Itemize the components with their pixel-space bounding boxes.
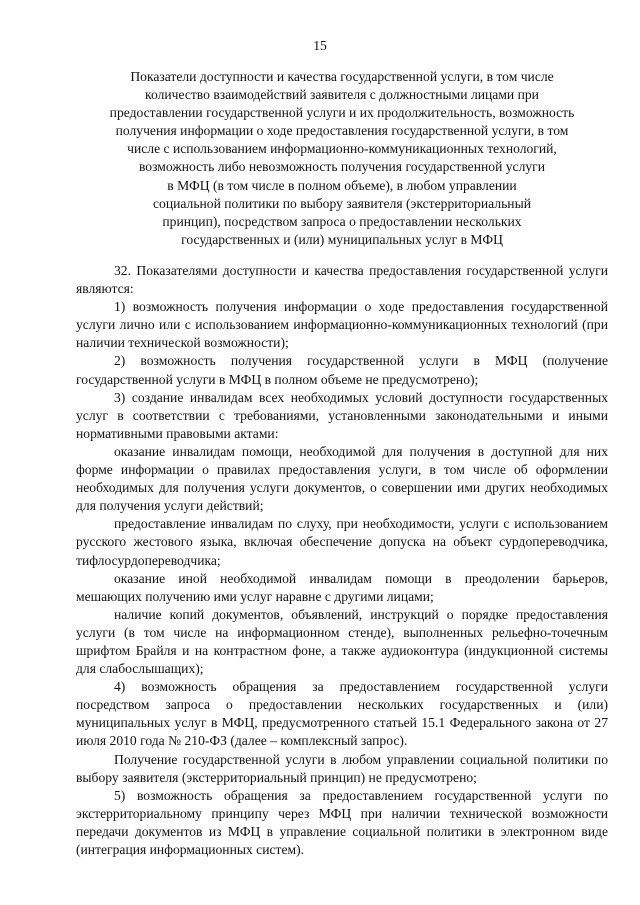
heading-line: количество взаимодействий заявителя с должностными лицами при [145,87,539,103]
paragraph-braille: наличие копий документов, объявлений, инструкций о порядке предоставления услуги (в том числе на информационном стенде), выполненных рельефно-точечным шрифтом Брайля и на контрастном фоне, а также аудиоконтура (индукционной системы для слабослышащих); [76,606,608,677]
page-number: 15 [313,38,327,53]
paragraph-extraterritorial: Получение государственной услуги в любом управлении социальной политики по выбору заявителя (экстерриториальный принцип) не предусмотрено; [76,751,608,785]
paragraph-item-3: 3) создание инвалидам всех необходимых условий доступности государственных услуг в соответствии с требованиями, установленными законодательными и иными нормативными правовыми актами: [76,389,608,441]
paragraph-assistance: оказание инвалидам помощи, необходимой для получения в доступной для них форме информации о правилах предоставления услуги, в том числе об оформлении необходимых для получения услуги документов, о совершении ими других необходимых для получения услуги действий; [76,443,608,514]
heading-line: предоставлении государственной услуги и их продолжительность, возможность [109,105,575,121]
heading-line: числе с использованием информационно-коммуникационных технологий, [127,141,557,157]
paragraph-sign-language: предоставление инвалидам по слуху, при необходимости, услуги с использованием русского жестового языка, включая обеспечение допуска на объект сурдопереводчика, тифлосурдопереводчика; [76,516,608,568]
heading-line: Показатели доступности и качества государственной услуги, в том числе [130,69,554,84]
heading-line: принцип), посредством запроса о предоставлении нескольких [162,213,522,229]
heading-line: возможность либо невозможность получения государственной услуги [138,159,546,175]
heading-line: государственных и (или) муниципальных услуг в МФЦ [181,231,503,247]
paragraph-barriers: оказание иной необходимой инвалидам помощи в преодолении барьеров, мешающих получению ими услуг наравне с другими лицами; [76,570,608,604]
paragraph-item-2: 2) возможность получения государственной услуги в МФЦ (получение государственной услуги в МФЦ в полном объеме не предусмотрено); [76,353,608,387]
paragraph-32-intro: 32. Показателями доступности и качества предоставления государственной услуги являются: [76,263,608,297]
heading-line: социальной политики по выбору заявителя (экстерриториальный [153,195,531,211]
heading-line: в МФЦ (в том числе в полном объеме), в любом управлении [167,177,517,193]
paragraph-item-1: 1) возможность получения информации о ходе предоставления государственной услуги лично или с использованием информационно-коммуникационных технологий (при наличии технической возможности); [76,299,608,351]
section-heading [76,68,608,249]
heading-line: получения информации о ходе предоставления государственной услуги, в том [115,123,569,139]
paragraph-item-5: 5) возможность обращения за предоставлением государственной услуги по экстерриториальному принципу через МФЦ при наличии технической возможности передачи документов из МФЦ в управление социальной политики в электронном виде (интеграция информационных систем). [76,787,608,857]
paragraph-item-4: 4) возможность обращения за предоставлением государственной услуги посредством запроса о предоставлении нескольких государственных и (или) муниципальных услуг в МФЦ, предусмотренного статьей 15.1 Федерального закона от 27 июля 2010 года № 210-ФЗ (далее – комплексный запрос). [76,679,608,749]
body-text [76,262,608,859]
